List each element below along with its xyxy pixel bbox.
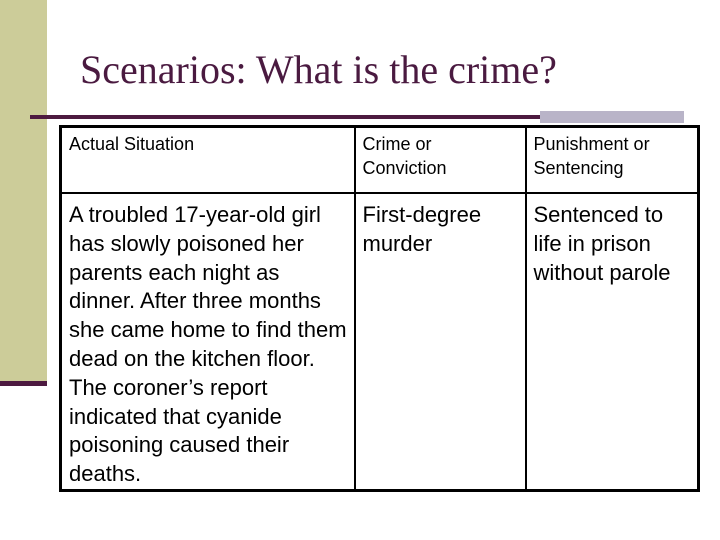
slide-title: Scenarios: What is the crime? [80, 47, 557, 92]
left-decorative-bar [0, 0, 47, 382]
header-punishment-or-sentencing: Punishment or Sentencing [526, 127, 699, 194]
title-underline [30, 115, 540, 119]
table-row [61, 193, 699, 490]
scenario-table [59, 125, 700, 492]
cell-punishment: Sentenced to life in prison without parole [533, 202, 671, 285]
cell-situation: A troubled 17-year-old girl has slowly poisoned her parents each night as dinner. After three months she came home to find them dead on the kitchen floor. The coroner’s report indicated that cyanide poisoning caused their deaths. [61, 193, 355, 490]
table-header-row [61, 127, 699, 194]
cell-crime: First-degree murder [355, 193, 526, 490]
title-underline-highlight [540, 111, 684, 123]
header-crime-or-conviction: Crime or Conviction [355, 127, 526, 194]
header-actual-situation: Actual Situation [61, 127, 355, 194]
left-accent-line [0, 381, 47, 386]
